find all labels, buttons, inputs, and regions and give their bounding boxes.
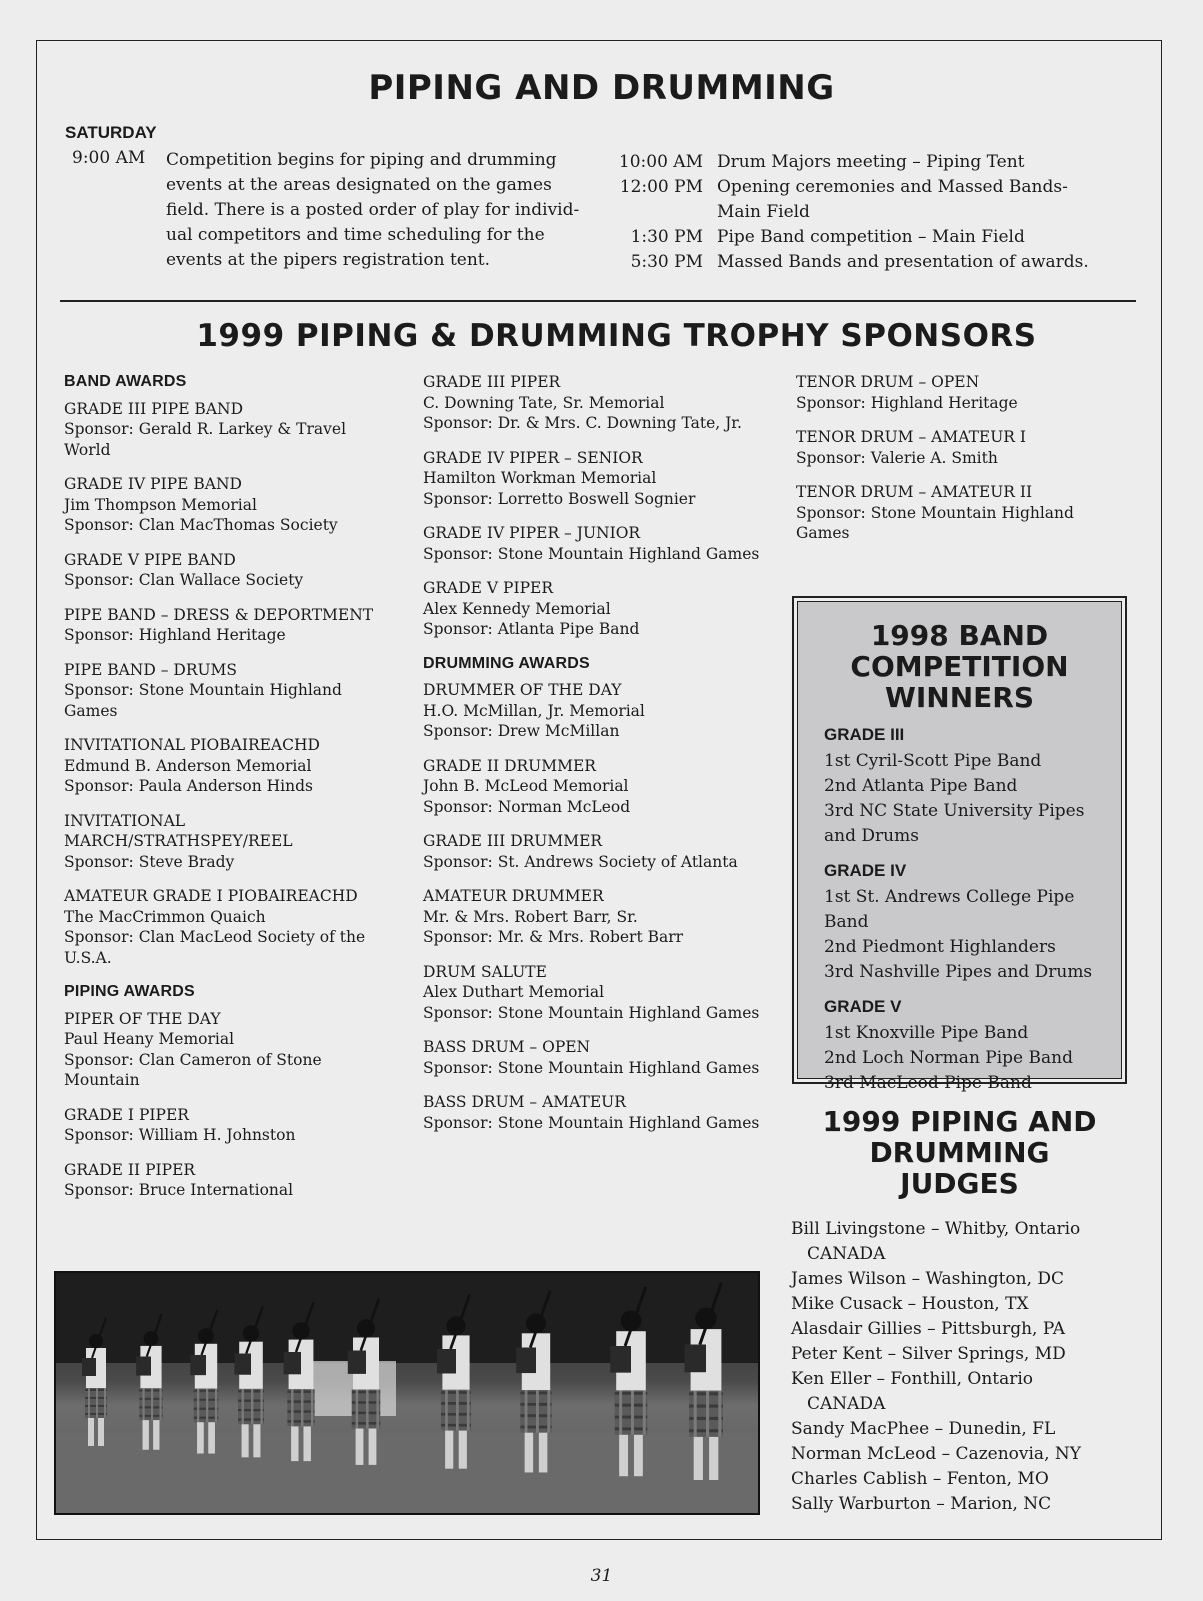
award-name: BASS DRUM – OPEN [423, 1038, 591, 1056]
award-name: DRUMMER OF THE DAY [423, 681, 622, 699]
sponsors-column-3 [796, 372, 1096, 558]
judge-entry [791, 1417, 1136, 1442]
award-sponsor: Sponsor: Gerald R. Larkey & Travel World [64, 420, 347, 459]
schedule-row [613, 150, 1093, 175]
award-item [423, 1092, 763, 1133]
sponsors-column-2 [423, 372, 763, 1147]
winner-place: 3rd MacLeod Pipe Band [824, 1073, 1032, 1093]
award-sponsor: Sponsor: Highland Heritage [64, 626, 286, 644]
award-name: PIPE BAND – DRESS & DEPORTMENT [64, 605, 374, 624]
award-name: AMATEUR GRADE I PIOBAIREACHD [64, 887, 358, 905]
award-memorial: Paul Heany Memorial [64, 1030, 235, 1048]
judges-list [791, 1217, 1136, 1517]
page-title: PIPING AND DRUMMING [368, 68, 835, 108]
award-name: GRADE IV PIPER – SENIOR [423, 448, 643, 467]
award-item [64, 399, 394, 461]
judge-entry [791, 1467, 1136, 1492]
award-memorial: Jim Thompson Memorial [64, 495, 257, 514]
winners-box [792, 596, 1127, 1093]
award-sponsor: Sponsor: William H. Johnston [64, 1126, 296, 1144]
schedule-time: 1:30 PM [630, 227, 703, 247]
award-name: TENOR DRUM – OPEN [796, 373, 980, 391]
award-name: GRADE II PIPER [64, 1160, 196, 1179]
winner-place: 1st St. Andrews College Pipe Band [824, 887, 1075, 932]
judge-country: CANADA [807, 1394, 886, 1414]
winners-title: 1998 BAND COMPETITION WINNERS [850, 619, 1069, 714]
award-sponsor: Sponsor: Clan MacThomas Society [64, 516, 338, 534]
award-sponsor: Sponsor: Bruce International [64, 1181, 294, 1199]
schedule-description: Competition begins for piping and drumming events at the areas designated on the games field. There is a posted order of play for individ-ual competitors and time scheduling for the events at the pipers registration tent. [166, 150, 580, 270]
award-sponsor: Sponsor: Clan Wallace Society [64, 571, 304, 589]
award-item [423, 523, 763, 564]
judge-name: Alasdair Gillies – Pittsburgh, PA [791, 1319, 1065, 1339]
award-sponsor: Sponsor: Stone Mountain Highland Games [796, 503, 1074, 542]
award-memorial: Alex Duthart Memorial [423, 983, 605, 1001]
award-sponsor: Sponsor: Norman McLeod [423, 797, 631, 816]
judge-name: Mike Cusack – Houston, TX [791, 1294, 1029, 1314]
award-name: TENOR DRUM – AMATEUR I [796, 428, 1027, 446]
award-name: GRADE V PIPER [423, 579, 554, 597]
winner-place: 2nd Loch Norman Pipe Band [824, 1048, 1073, 1068]
schedule-time: 10:00 AM [618, 152, 703, 172]
winner-grade-heading: GRADE III [824, 725, 905, 744]
drumming-awards-heading: DRUMMING AWARDS [423, 654, 590, 672]
award-item [64, 660, 394, 722]
piping-awards-heading: PIPING AWARDS [64, 983, 195, 1000]
schedule-description: Massed Bands and presentation of awards. [717, 252, 1089, 272]
award-item [64, 1009, 394, 1091]
award-name: DRUM SALUTE [423, 962, 547, 981]
award-item [64, 1105, 394, 1146]
award-item [64, 1160, 394, 1201]
award-name: BASS DRUM – AMATEUR [423, 1093, 626, 1111]
schedule-time: 5:30 PM [630, 252, 703, 272]
judge-name: Sally Warburton – Marion, NC [791, 1494, 1052, 1514]
schedule-row [613, 175, 1093, 225]
award-item [64, 886, 394, 968]
award-item [423, 1037, 763, 1078]
award-item [423, 448, 763, 510]
judge-entry [791, 1292, 1136, 1317]
award-memorial: C. Downing Tate, Sr. Memorial [423, 393, 665, 412]
award-sponsor: Sponsor: Clan Cameron of Stone Mountain [64, 1050, 322, 1089]
award-item [423, 756, 763, 818]
award-item [423, 886, 763, 948]
winner-place: 3rd Nashville Pipes and Drums [824, 962, 1093, 982]
judge-name: James Wilson – Washington, DC [791, 1269, 1065, 1289]
schedule-description: Opening ceremonies and Massed Bands-Main Field [717, 177, 1068, 222]
pipe-band-photo [54, 1271, 760, 1515]
award-name: GRADE IV PIPE BAND [64, 475, 242, 493]
award-name: INVITATIONAL MARCH/STRATHSPEY/REEL [64, 811, 293, 850]
judge-name: Sandy MacPhee – Dunedin, FL [791, 1419, 1056, 1439]
award-item [423, 680, 763, 742]
judge-name: Bill Livingstone – Whitby, Ontario [791, 1219, 1081, 1239]
award-sponsor: Sponsor: Paula Anderson Hinds [64, 777, 313, 795]
judge-entry [791, 1442, 1136, 1467]
award-sponsor: Sponsor: Stone Mountain Highland Games [64, 681, 342, 720]
award-name: PIPE BAND – DRUMS [64, 660, 238, 679]
judge-name: Ken Eller – Fonthill, Ontario [791, 1369, 1034, 1389]
judge-entry [791, 1342, 1136, 1367]
schedule-description: Drum Majors meeting – Piping Tent [717, 152, 1025, 172]
divider [60, 300, 1136, 302]
judge-entry [791, 1317, 1136, 1342]
schedule-row [613, 225, 1093, 250]
award-name: GRADE III PIPE BAND [64, 399, 244, 418]
judge-entry [791, 1217, 1136, 1267]
award-item [64, 735, 394, 797]
page-number: 31 [590, 1566, 613, 1586]
award-memorial: The MacCrimmon Quaich [64, 907, 266, 926]
judge-name: Charles Cablish – Fenton, MO [791, 1469, 1049, 1489]
award-item [796, 427, 1096, 468]
award-sponsor: Sponsor: Stone Mountain Highland Games [423, 1113, 760, 1132]
winner-place: 1st Knoxville Pipe Band [824, 1023, 1029, 1043]
award-name: GRADE V PIPE BAND [64, 550, 236, 569]
award-sponsor: Sponsor: Dr. & Mrs. C. Downing Tate, Jr. [423, 414, 742, 432]
award-sponsor: Sponsor: Drew McMillan [423, 722, 620, 740]
award-memorial: Alex Kennedy Memorial [423, 599, 611, 618]
schedule-row [613, 250, 1093, 275]
award-item [423, 962, 763, 1024]
award-item [64, 474, 394, 536]
winner-place: 1st Cyril-Scott Pipe Band [824, 751, 1042, 771]
schedule-time: 9:00 AM [72, 148, 146, 168]
award-item [64, 550, 394, 591]
award-sponsor: Sponsor: St. Andrews Society of Atlanta [423, 852, 738, 871]
award-item [64, 811, 394, 873]
schedule-description: Pipe Band competition – Main Field [717, 227, 1025, 247]
award-sponsor: Sponsor: Atlanta Pipe Band [423, 620, 640, 638]
award-item [64, 605, 394, 646]
award-item [423, 831, 763, 872]
award-name: TENOR DRUM – AMATEUR II [796, 483, 1033, 501]
judge-entry [791, 1267, 1136, 1292]
award-item [796, 372, 1096, 413]
winner-place: 2nd Atlanta Pipe Band [824, 776, 1018, 796]
schedule-time: 12:00 PM [619, 177, 703, 197]
award-name: GRADE IV PIPER – JUNIOR [423, 524, 641, 542]
judge-name: Peter Kent – Silver Springs, MD [791, 1344, 1066, 1364]
judges-title: 1999 PIPING AND DRUMMING JUDGES [822, 1105, 1097, 1200]
award-name: GRADE II DRUMMER [423, 756, 596, 775]
award-memorial: Hamilton Workman Memorial [423, 469, 657, 487]
winner-grade-heading: GRADE V [824, 997, 902, 1016]
sponsors-title: 1999 PIPING & DRUMMING TROPHY SPONSORS [196, 318, 1037, 354]
award-name: GRADE III PIPER [423, 373, 561, 391]
judge-entry [791, 1367, 1136, 1417]
award-sponsor: Sponsor: Valerie A. Smith [796, 448, 998, 467]
award-item [423, 578, 763, 640]
judge-country: CANADA [807, 1244, 886, 1264]
award-sponsor: Sponsor: Highland Heritage [796, 393, 1018, 412]
award-name: INVITATIONAL PIOBAIREACHD [64, 736, 320, 754]
judge-entry [791, 1492, 1136, 1517]
award-memorial: Mr. & Mrs. Robert Barr, Sr. [423, 907, 638, 926]
award-memorial: Edmund B. Anderson Memorial [64, 756, 312, 775]
winner-grade-heading: GRADE IV [824, 861, 907, 880]
award-sponsor: Sponsor: Lorretto Boswell Sognier [423, 489, 696, 508]
award-sponsor: Sponsor: Steve Brady [64, 852, 235, 871]
award-name: PIPER OF THE DAY [64, 1009, 221, 1028]
schedule-right [613, 150, 1093, 275]
award-name: GRADE I PIPER [64, 1105, 189, 1124]
award-sponsor: Sponsor: Clan MacLeod Society of the U.S.A. [64, 928, 366, 967]
award-sponsor: Sponsor: Stone Mountain Highland Games [423, 1058, 760, 1077]
band-awards-heading: BAND AWARDS [64, 373, 187, 390]
award-sponsor: Sponsor: Stone Mountain Highland Games [423, 1003, 760, 1022]
schedule-day: SATURDAY [65, 123, 157, 142]
winner-place: 3rd NC State University Pipes and Drums [824, 801, 1085, 846]
award-memorial: John B. McLeod Memorial [423, 777, 629, 795]
award-memorial: H.O. McMillan, Jr. Memorial [423, 701, 645, 720]
award-sponsor: Sponsor: Stone Mountain Highland Games [423, 544, 760, 563]
judge-name: Norman McLeod – Cazenovia, NY [791, 1444, 1081, 1464]
sponsors-column-1 [64, 372, 394, 1215]
award-sponsor: Sponsor: Mr. & Mrs. Robert Barr [423, 928, 684, 946]
winner-place: 2nd Piedmont Highlanders [824, 937, 1056, 957]
award-name: AMATEUR DRUMMER [423, 887, 604, 905]
award-item [423, 372, 763, 434]
award-name: GRADE III DRUMMER [423, 832, 603, 850]
award-item [796, 482, 1096, 544]
